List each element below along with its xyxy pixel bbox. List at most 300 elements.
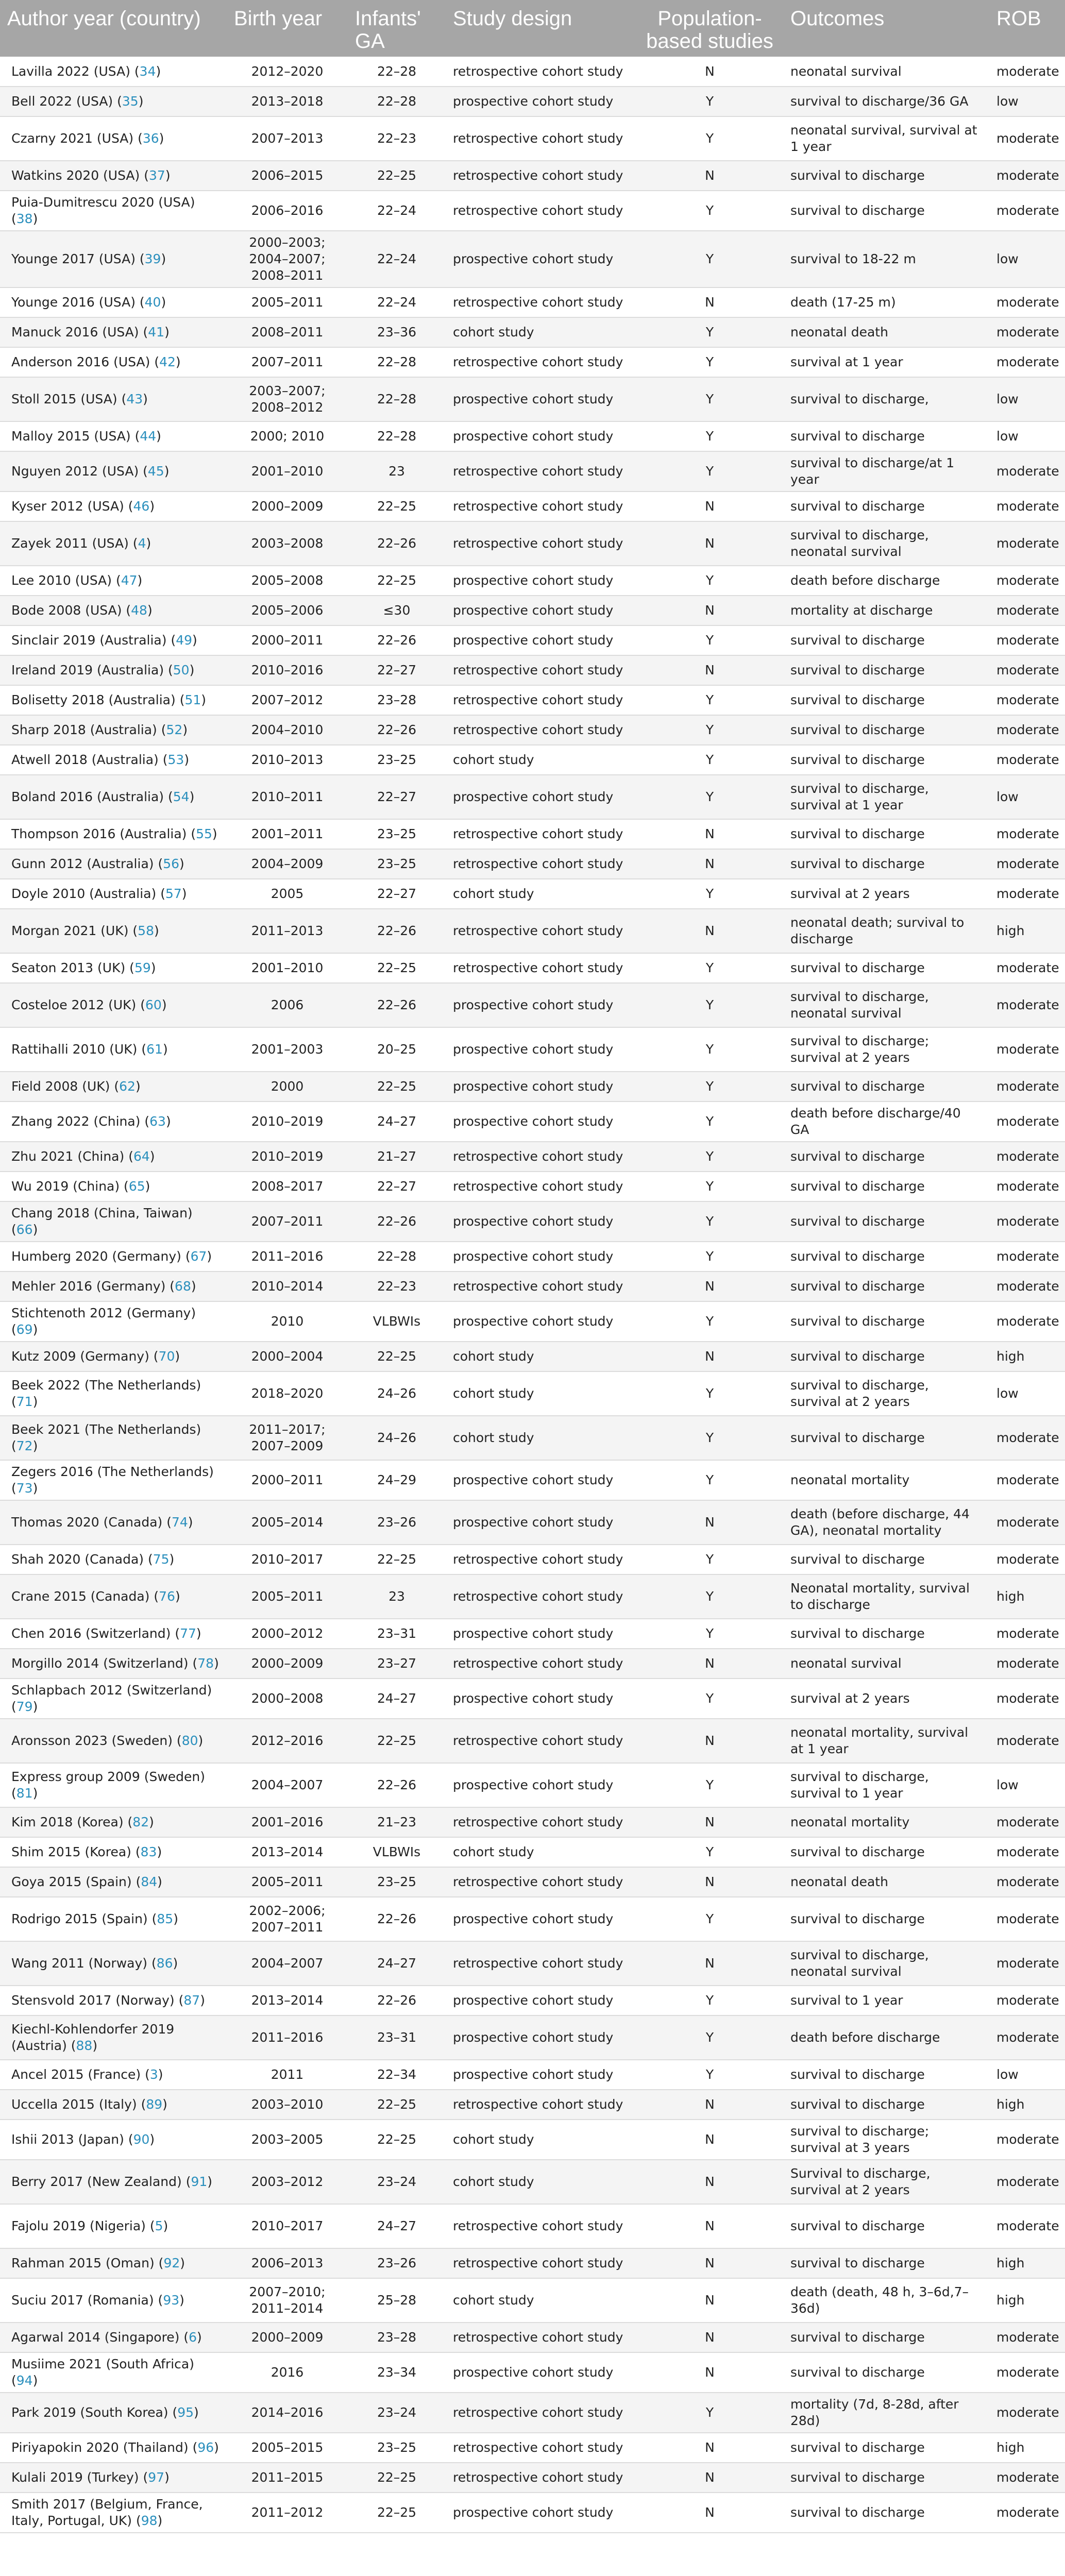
cell-outcomes: survival to discharge [790,692,925,707]
author-text: Lavilla 2022 (USA) [11,63,130,79]
cell-population-based: N [705,2440,715,2455]
cell-author: Younge 2017 (USA) (39) [11,251,166,266]
cell-study-design: prospective cohort study [453,1042,614,1057]
reference-link[interactable]: 58 [138,923,154,938]
table-row [0,116,1065,161]
cell-population-based: N [705,2256,715,2270]
cell-population-based: Y [705,354,714,369]
table-row [0,231,1065,287]
cell-population-based: Y [705,1472,714,1487]
cell-rob: moderate [996,2174,1059,2189]
reference-link[interactable]: 86 [156,1956,173,1971]
cell-study-design: prospective cohort study [453,2030,614,2045]
table-row [0,377,1065,421]
cell-rob: moderate [996,2505,1059,2520]
cell-infants-ga: 22–25 [377,1349,417,1364]
reference-link[interactable]: 52 [166,722,183,737]
table-row [0,521,1065,566]
cell-author: Czarny 2021 (USA) (36) [11,131,164,146]
cell-rob: high [996,2293,1025,2308]
cell-author: Zhang 2022 (China) (63) [11,1114,171,1129]
cell-population-based: N [705,295,715,310]
cell-outcomes: survival to discharge [790,960,925,975]
cell-outcomes: survival to discharge [790,1911,925,1926]
cell-outcomes: survival to discharge [790,2218,925,2233]
cell-author: Seaton 2013 (UK) (59) [11,960,156,975]
author-text: Doyle 2010 (Australia) [11,886,157,901]
table-row [0,1272,1065,1301]
cell-birth-year: 2011–2016 [251,2030,324,2045]
cell-author: Ishii 2013 (Japan) (90) [11,2132,155,2147]
table-row [0,566,1065,596]
reference-link[interactable]: 75 [153,1552,170,1567]
cell-birth-year: 2007–2011 [251,354,324,369]
reference-link[interactable]: 74 [171,1515,188,1530]
cell-population-based: Y [705,1214,714,1229]
cell-birth-year: 2011 [271,2067,304,2082]
cell-birth-year: 2007–2010; 2011–2014 [249,2284,326,2316]
table-row [0,1941,1065,1986]
cell-outcomes: survival to discharge, survival to 1 year [790,1769,929,1801]
reference-link[interactable]: 98 [141,2513,158,2528]
author-text: Kutz 2009 (Germany) [11,1349,149,1364]
reference-link[interactable]: 34 [139,63,156,79]
author-text: Stensvold 2017 (Norway) [11,1993,175,2008]
cell-study-design: prospective cohort study [453,1249,614,1264]
cell-outcomes: survival to discharge/at 1 year [790,455,955,487]
reference-link[interactable]: 51 [184,692,201,707]
cell-birth-year: 2013–2014 [251,1993,324,2008]
table-row [0,1986,1065,2015]
cell-population-based: Y [705,1777,714,1792]
cell-population-based: Y [705,94,714,109]
reference-link[interactable]: 46 [133,499,150,514]
cell-birth-year: 2004–2007 [251,1956,324,1971]
author-text: Kim 2018 (Korea) [11,1815,124,1829]
reference-link[interactable]: 71 [16,1394,33,1409]
author-text: Berry 2017 (New Zealand) [11,2174,182,2189]
author-text: Chang 2018 (China, Taiwan) [11,1206,193,1221]
cell-outcomes: survival to discharge [790,1626,925,1641]
cell-infants-ga: 24–27 [377,1691,417,1706]
author-text: Younge 2017 (USA) [11,251,136,266]
reference-link[interactable]: 4 [138,536,146,551]
cell-author: Stensvold 2017 (Norway) (87) [11,1993,205,2008]
cell-rob: moderate [996,131,1059,146]
cell-population-based: N [705,499,715,514]
reference-link[interactable]: 92 [163,2256,180,2270]
reference-link[interactable]: 50 [173,663,190,677]
reference-link[interactable]: 55 [196,826,212,841]
cell-birth-year: 2003–2010 [251,2097,324,2112]
cell-infants-ga: 23–28 [377,692,417,707]
cell-outcomes: survival to discharge [790,1149,925,1164]
cell-author: Kim 2018 (Korea) (82) [11,1815,154,1829]
cell-outcomes: survival to discharge [790,168,925,183]
cell-author: Express group 2009 (Sweden) (81) [11,1769,205,1801]
cell-population-based: N [705,2097,715,2112]
reference-link[interactable]: 69 [16,1322,33,1337]
reference-link[interactable]: 70 [158,1349,175,1364]
cell-birth-year: 2011–2017; 2007–2009 [249,1422,326,1453]
cell-rob: moderate [996,2365,1059,2380]
cell-population-based: Y [705,1249,714,1264]
cell-infants-ga: 22–27 [377,789,417,804]
cell-birth-year: 2004–2007 [251,1777,324,1792]
cell-outcomes: survival at 1 year [790,354,903,369]
cell-infants-ga: 25–28 [377,2293,417,2308]
cell-birth-year: 2003–2007; 2008–2012 [249,383,326,415]
reference-link[interactable]: 47 [121,573,138,588]
reference-link[interactable]: 53 [167,752,184,767]
cell-author: Watkins 2020 (USA) (37) [11,168,171,183]
cell-outcomes: Survival to discharge, survival at 2 years [790,2166,931,2197]
cell-rob: moderate [996,722,1059,737]
reference-link[interactable]: 41 [148,325,165,340]
reference-link[interactable]: 45 [147,464,164,479]
table-row [0,655,1065,685]
cell-infants-ga: 22–25 [377,573,417,588]
cell-study-design: retrospective cohort study [453,692,623,707]
cell-outcomes: survival to discharge [790,663,925,677]
cell-infants-ga: 22–26 [377,1911,417,1926]
cell-author: Humberg 2020 (Germany) (67) [11,1249,212,1264]
table-row [0,87,1065,116]
cell-rob: high [996,2256,1025,2270]
author-text: Thompson 2016 (Australia) [11,826,187,841]
author-text: Sharp 2018 (Australia) [11,722,157,737]
cell-study-design: retrospective cohort study [453,2405,623,2420]
reference-link[interactable]: 90 [133,2132,150,2147]
reference-link[interactable]: 35 [122,94,139,109]
cell-rob: moderate [996,1626,1059,1641]
reference-link[interactable]: 39 [144,251,161,266]
cell-outcomes: survival to 18-22 m [790,251,916,266]
author-text: Morgillo 2014 (Switzerland) [11,1656,189,1671]
reference-link[interactable]: 61 [146,1042,163,1057]
cell-infants-ga: 23–25 [377,2440,417,2455]
table-row [0,1301,1065,1342]
reference-link[interactable]: 66 [16,1222,33,1237]
cell-population-based: N [705,1515,715,1530]
reference-link[interactable]: 48 [131,603,147,618]
cell-study-design: prospective cohort study [453,251,614,266]
reference-link[interactable]: 56 [163,856,180,871]
cell-birth-year: 2004–2009 [251,856,324,871]
cell-outcomes: survival to discharge [790,752,925,767]
cell-birth-year: 2001–2011 [251,826,324,841]
table-row [0,1574,1065,1619]
cell-author: Smith 2017 (Belgium, France, Italy, Portugal, UK) (98) [11,2497,203,2528]
author-text: Ishii 2013 (Japan) [11,2132,124,2147]
cell-infants-ga: 22–25 [377,2097,417,2112]
reference-link[interactable]: 73 [16,1481,33,1496]
cell-author: Wang 2011 (Norway) (86) [11,1956,178,1971]
cell-outcomes: survival to 1 year [790,1993,903,2008]
author-text: Malloy 2015 (USA) [11,429,131,444]
table-row [0,347,1065,377]
cell-population-based: Y [705,1430,714,1445]
reference-link[interactable]: 94 [16,2373,33,2388]
cell-study-design: prospective cohort study [453,429,614,444]
reference-link[interactable]: 85 [157,1911,174,1926]
cell-author: Agarwal 2014 (Singapore) (6) [11,2330,202,2345]
cell-study-design: prospective cohort study [453,1515,614,1530]
cell-outcomes: neonatal survival [790,63,902,79]
cell-outcomes: neonatal survival [790,1656,902,1671]
reference-link[interactable]: 97 [148,2470,165,2485]
cell-population-based: Y [705,1552,714,1567]
cell-rob: moderate [996,2132,1059,2147]
cell-author: Stichtenoth 2012 (Germany) (69) [11,1306,196,1337]
cell-study-design: prospective cohort study [453,1691,614,1706]
cell-author: Gunn 2012 (Australia) (56) [11,856,184,871]
cell-author: Chen 2016 (Switzerland) (77) [11,1626,201,1641]
author-text: Shim 2015 (Korea) [11,1844,131,1859]
reference-link[interactable]: 5 [155,2218,163,2233]
cell-author: Wu 2019 (China) (65) [11,1179,150,1194]
cell-outcomes: survival to discharge [790,826,925,841]
reference-link[interactable]: 40 [144,295,161,310]
cell-study-design: retrospective cohort study [453,856,623,871]
cell-infants-ga: 20–25 [377,1042,417,1057]
cell-study-design: retrospective cohort study [453,1956,623,1971]
cell-outcomes: survival to discharge; survival at 2 years [790,1033,929,1065]
cell-population-based: N [705,1956,715,1971]
reference-link[interactable]: 96 [197,2440,214,2455]
reference-link[interactable]: 76 [159,1589,175,1604]
cell-infants-ga: 22–23 [377,1279,417,1294]
cell-outcomes: survival to discharge [790,856,925,871]
cell-rob: moderate [996,1079,1059,1094]
cell-rob: moderate [996,603,1059,618]
cell-study-design: cohort study [453,2174,534,2189]
cell-study-design: prospective cohort study [453,94,614,109]
cell-rob: low [996,94,1019,109]
cell-population-based: N [705,63,715,79]
reference-link[interactable]: 87 [183,1993,200,2008]
cell-rob: low [996,1777,1019,1792]
cell-outcomes: survival to discharge, [790,392,929,406]
cell-author: Park 2019 (South Korea) (95) [11,2405,199,2420]
cell-birth-year: 2011–2012 [251,2505,324,2520]
cell-rob: low [996,251,1019,266]
cell-birth-year: 2001–2016 [251,1815,324,1829]
cell-author: Stoll 2015 (USA) (43) [11,392,148,406]
cell-study-design: prospective cohort study [453,2505,614,2520]
reference-link[interactable]: 60 [145,997,162,1012]
author-text: Thomas 2020 (Canada) [11,1515,163,1530]
cell-population-based: N [705,663,715,677]
cell-outcomes: neonatal death [790,1874,888,1889]
reference-link[interactable]: 62 [119,1079,136,1094]
cell-population-based: N [705,856,715,871]
reference-link[interactable]: 80 [181,1733,198,1748]
author-text: Zhu 2021 (China) [11,1149,125,1164]
reference-link[interactable]: 6 [189,2330,197,2345]
cell-infants-ga: 22–24 [377,295,417,310]
reference-link[interactable]: 36 [142,131,159,146]
cell-author: Kyser 2012 (USA) (46) [11,499,155,514]
cell-rob: moderate [996,1042,1059,1057]
cell-infants-ga: 23–31 [377,2030,417,2045]
cell-infants-ga: 23–26 [377,2256,417,2270]
cell-study-design: cohort study [453,2293,534,2308]
reference-link[interactable]: 42 [159,354,176,369]
reference-link[interactable]: 43 [126,392,143,406]
cell-study-design: retrospective cohort study [453,63,623,79]
cell-author: Puia-Dumitrescu 2020 (USA) (38) [11,195,195,226]
table-header [0,0,1065,57]
table-body [0,57,1065,2533]
table-row [0,1719,1065,1763]
table-row [0,492,1065,521]
cell-population-based: Y [705,1911,714,1926]
cell-infants-ga: 23–27 [377,1656,417,1671]
cell-study-design: cohort study [453,2132,534,2147]
table-row [0,2015,1065,2060]
cell-birth-year: 2000–2009 [251,499,324,514]
cell-birth-year: 2010–2016 [251,663,324,677]
cell-outcomes: mortality at discharge [790,603,933,618]
cell-outcomes: survival to discharge [790,2365,925,2380]
author-text: Suciu 2017 (Romania) [11,2293,154,2308]
reference-link[interactable]: 83 [140,1844,157,1859]
reference-link[interactable]: 67 [190,1249,207,1264]
cell-rob: moderate [996,886,1059,901]
cell-rob: moderate [996,692,1059,707]
cell-author: Aronsson 2023 (Sweden) (80) [11,1733,204,1748]
cell-author: Lee 2010 (USA) (47) [11,573,143,588]
cell-rob: moderate [996,2218,1059,2233]
cell-population-based: Y [705,1589,714,1604]
reference-link[interactable]: 49 [176,633,193,648]
reference-link[interactable]: 68 [175,1279,191,1294]
cell-rob: moderate [996,1114,1059,1129]
cell-author: Costeloe 2012 (UK) (60) [11,997,167,1012]
cell-outcomes: survival to discharge, neonatal survival [790,528,929,559]
cell-birth-year: 2007–2013 [251,131,324,146]
cell-study-design: prospective cohort study [453,1777,614,1792]
author-text: Smith 2017 (Belgium, France, Italy, Portugal, UK) [11,2497,203,2528]
cell-birth-year: 2005–2011 [251,295,324,310]
cell-infants-ga: 22–34 [377,2067,417,2082]
cell-outcomes: survival to discharge/36 GA [790,94,969,109]
cell-study-design: retrospective cohort study [453,1179,623,1194]
cell-study-design: retrospective cohort study [453,2218,623,2233]
table-row [0,2248,1065,2278]
cell-birth-year: 2000–2012 [251,1626,324,1641]
reference-link[interactable]: 63 [149,1114,166,1129]
reference-link[interactable]: 91 [191,2174,208,2189]
cell-study-design: retrospective cohort study [453,722,623,737]
cell-author: Bolisetty 2018 (Australia) (51) [11,692,207,707]
reference-link[interactable]: 65 [128,1179,145,1194]
reference-link[interactable]: 37 [149,168,165,183]
cell-study-design: retrospective cohort study [453,960,623,975]
reference-link[interactable]: 89 [146,2097,163,2112]
table-row [0,2393,1065,2433]
author-text: Bell 2022 (USA) [11,94,113,109]
cell-rob: low [996,1386,1019,1401]
cell-study-design: prospective cohort study [453,1626,614,1641]
table-row [0,1172,1065,1201]
cell-birth-year: 2001–2010 [251,464,324,479]
cell-study-design: retrospective cohort study [453,1149,623,1164]
reference-link[interactable]: 38 [16,211,33,226]
table-row [0,2060,1065,2090]
reference-link[interactable]: 64 [133,1149,150,1164]
cell-study-design: prospective cohort study [453,633,614,648]
cell-birth-year: 2008–2017 [251,1179,324,1194]
cell-rob: moderate [996,1179,1059,1194]
author-text: Czarny 2021 (USA) [11,131,134,146]
cell-birth-year: 2012–2016 [251,1733,324,1748]
reference-link[interactable]: 44 [140,429,157,444]
author-text: Chen 2016 (Switzerland) [11,1626,171,1641]
reference-link[interactable]: 3 [149,2067,158,2082]
reference-link[interactable]: 93 [163,2293,180,2308]
cell-study-design: retrospective cohort study [453,1589,623,1604]
reference-link[interactable]: 59 [134,960,151,975]
table-row [0,1763,1065,1807]
cell-study-design: retrospective cohort study [453,168,623,183]
reference-link[interactable]: 72 [16,1438,33,1453]
table-row [0,953,1065,983]
cell-population-based: Y [705,1626,714,1641]
cell-study-design: cohort study [453,1430,534,1445]
header-study-design: Study design [453,7,572,30]
reference-link[interactable]: 88 [76,2038,93,2053]
cell-rob: moderate [996,1249,1059,1264]
cell-infants-ga: 22–25 [377,1733,417,1748]
reference-link[interactable]: 81 [16,1786,33,1801]
reference-link[interactable]: 84 [141,1874,158,1889]
cell-infants-ga: 23–25 [377,826,417,841]
cell-population-based: Y [705,692,714,707]
cell-study-design: cohort study [453,1349,534,1364]
reference-link[interactable]: 54 [173,789,190,804]
cell-birth-year: 2005–2011 [251,1589,324,1604]
cell-rob: high [996,923,1025,938]
reference-link[interactable]: 79 [16,1699,33,1714]
cell-author: Sinclair 2019 (Australia) (49) [11,633,197,648]
reference-link[interactable]: 95 [177,2405,194,2420]
reference-link[interactable]: 57 [165,886,182,901]
header-infants-ga: Infants' GA [355,7,421,53]
cell-infants-ga: 22–28 [377,392,417,406]
author-text: Zegers 2016 (The Netherlands) [11,1464,214,1479]
cell-infants-ga: 22–26 [377,536,417,551]
cell-study-design: retrospective cohort study [453,2330,623,2345]
cell-author: Kulali 2019 (Turkey) (97) [11,2470,170,2485]
reference-link[interactable]: 77 [180,1626,196,1641]
cell-birth-year: 2005–2008 [251,573,324,588]
cell-outcomes: survival to discharge [790,1349,925,1364]
cell-study-design: prospective cohort study [453,997,614,1012]
author-text: Seaton 2013 (UK) [11,960,126,975]
cell-study-design: retrospective cohort study [453,295,623,310]
cell-population-based: Y [705,886,714,901]
reference-link[interactable]: 78 [197,1656,214,1671]
cell-birth-year: 2014–2016 [251,2405,324,2420]
reference-link[interactable]: 82 [132,1815,149,1829]
header-row [0,0,1065,57]
cell-population-based: Y [705,325,714,340]
cell-birth-year: 2005–2006 [251,603,324,618]
table-row [0,2160,1065,2204]
cell-infants-ga: 22–27 [377,663,417,677]
